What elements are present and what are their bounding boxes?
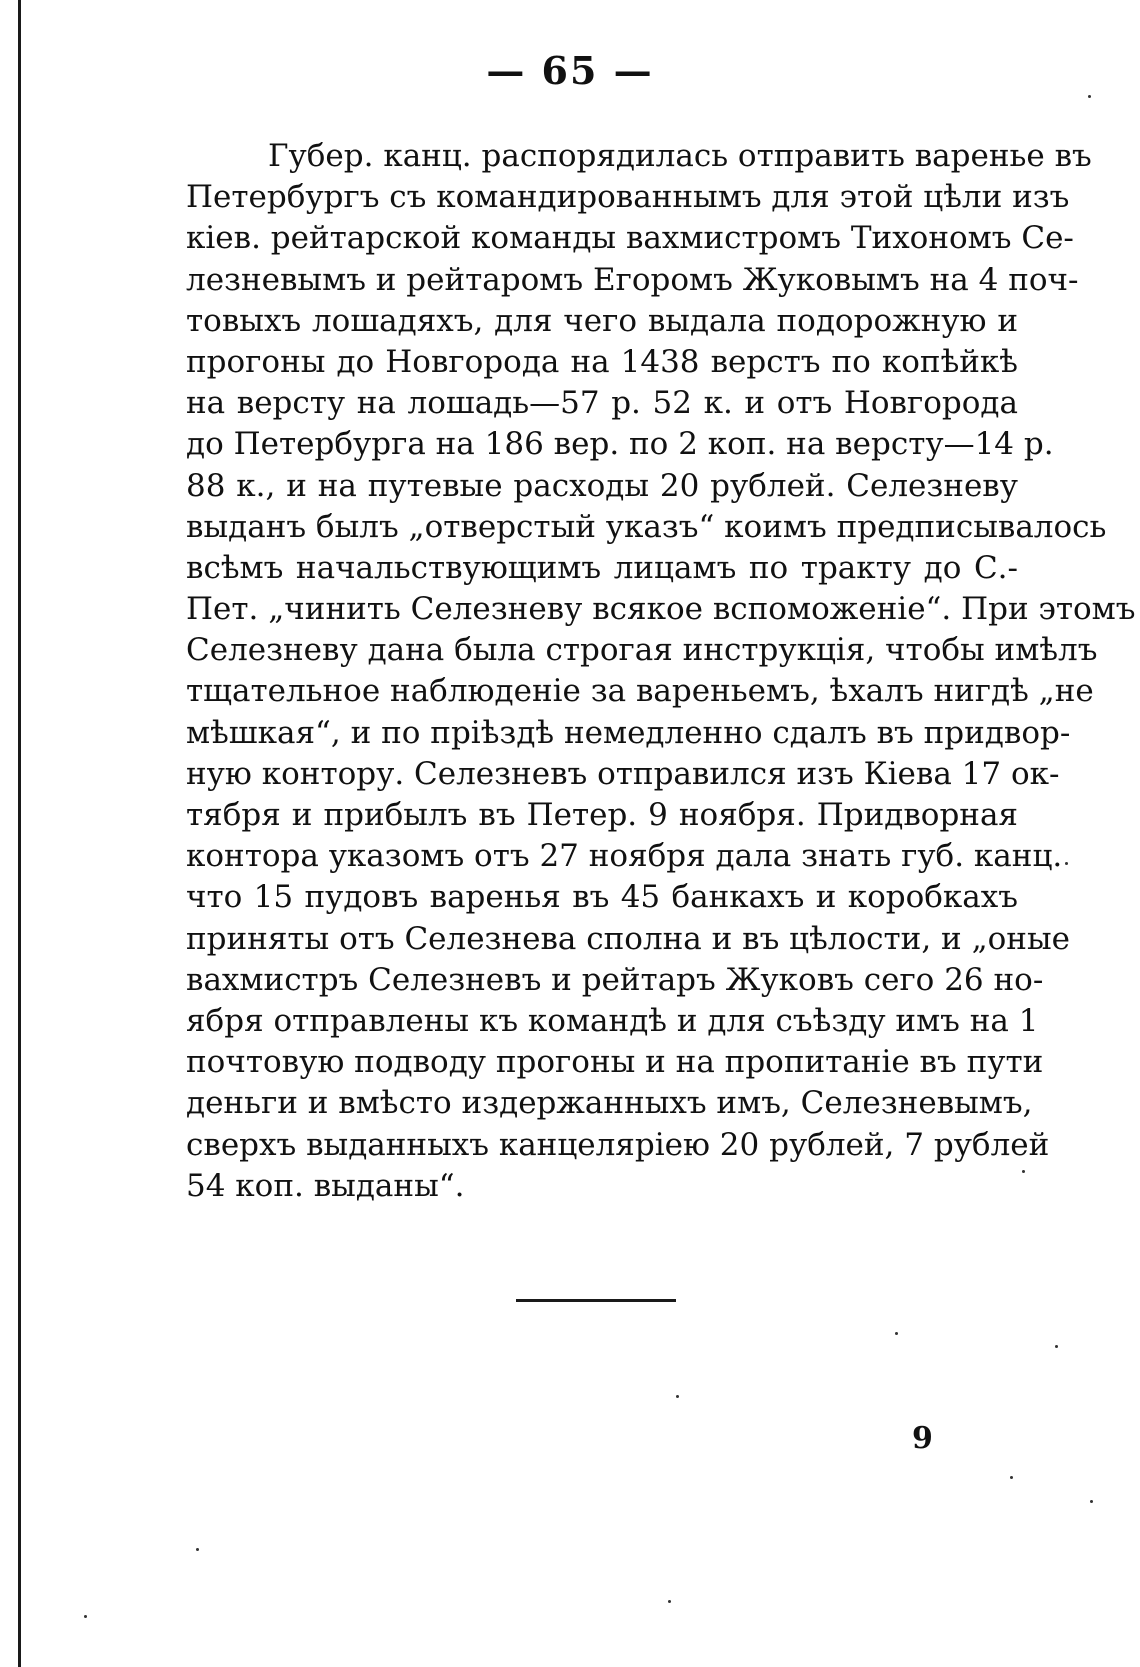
- scan-speck: [84, 1615, 87, 1618]
- text-line: приняты отъ Селезнева сполна и въ цѣлости, и „оные: [186, 920, 1070, 957]
- text-line: Петербургъ съ командированнымъ для этой цѣли изъ: [186, 179, 1070, 216]
- page-number-header: — 65 —: [486, 48, 654, 93]
- text-line: что 15 пудовъ варенья въ 45 банкахъ и коробкахъ: [186, 879, 1018, 916]
- text-line: всѣмъ начальствующимъ лицамъ по тракту до С.-: [186, 549, 1018, 586]
- text-line: тября и прибылъ въ Петер. 9 ноября. Придворная: [186, 797, 1018, 833]
- text-line: почтовую подводу прогоны и на пропитаніе въ пути: [186, 1044, 1044, 1081]
- text-line: тщательное наблюденіе за вареньемъ, ѣхалъ нигдѣ „не: [186, 673, 1094, 710]
- scan-speck: [676, 1395, 679, 1398]
- scan-speck: [1055, 1345, 1058, 1348]
- signature-mark: 9: [912, 1421, 933, 1456]
- text-line: сверхъ выданныхъ канцеляріею 20 рублей, 7 рублей: [186, 1126, 1050, 1163]
- text-line: на версту на лошадь—57 р. 52 к. и отъ Новгорода: [186, 385, 1018, 422]
- scan-speck: [196, 1548, 199, 1551]
- text-line: ября отправлены къ командѣ и для съѣзду имъ на 1: [186, 1002, 1039, 1039]
- text-line: деньги и вмѣсто издержанныхъ имъ, Селезневымъ,: [186, 1085, 1033, 1122]
- scan-speck: [1065, 862, 1068, 865]
- scan-speck: [1090, 1500, 1093, 1503]
- text-line: до Петербурга на 186 вер. по 2 коп. на версту—14 р.: [186, 426, 1054, 463]
- text-line: Губер. канц. распорядилась отправить варенье въ: [268, 138, 1092, 174]
- section-divider: [516, 1299, 676, 1302]
- text-line: кіев. рейтарской команды вахмистромъ Тихономъ Се-: [186, 220, 1074, 257]
- text-line: 88 к., и на путевые расходы 20 рублей. Селезневу: [186, 467, 1018, 504]
- scan-speck: [1010, 1476, 1013, 1479]
- text-line: товыхъ лошадяхъ, для чего выдала подорожную и: [186, 302, 1018, 339]
- text-line: мѣшкая“, и по пріѣздѣ немедленно сдалъ въ придвор-: [186, 714, 1071, 751]
- text-line: ную контору. Селезневъ отправился изъ Кіева 17 ок-: [186, 755, 1060, 792]
- page-left-edge: [18, 0, 21, 1667]
- text-line: 54 коп. выданы“.: [186, 1167, 465, 1204]
- scan-speck: [1022, 1170, 1025, 1173]
- scan-speck: [668, 1600, 671, 1603]
- body-text: [186, 136, 1136, 1207]
- text-line: Селезневу дана была строгая инструкція, чтобы имѣлъ: [186, 632, 1098, 669]
- text-line: выданъ былъ „отверстый указъ“ коимъ предписывалось: [186, 508, 1107, 545]
- scan-speck: [1088, 95, 1091, 98]
- text-line: контора указомъ отъ 27 ноября дала знать губ. канц.: [186, 838, 1063, 875]
- text-line: Пет. „чинить Селезневу всякое вспоможеніе“. При этомъ: [186, 591, 1136, 628]
- text-line: лезневымъ и рейтаромъ Егоромъ Жуковымъ на 4 поч-: [186, 261, 1079, 298]
- scan-speck: [895, 1332, 898, 1335]
- text-line: вахмистръ Селезневъ и рейтаръ Жуковъ сего 26 но-: [186, 961, 1044, 998]
- text-line: прогоны до Новгорода на 1438 верстъ по копѣйкѣ: [186, 343, 1018, 380]
